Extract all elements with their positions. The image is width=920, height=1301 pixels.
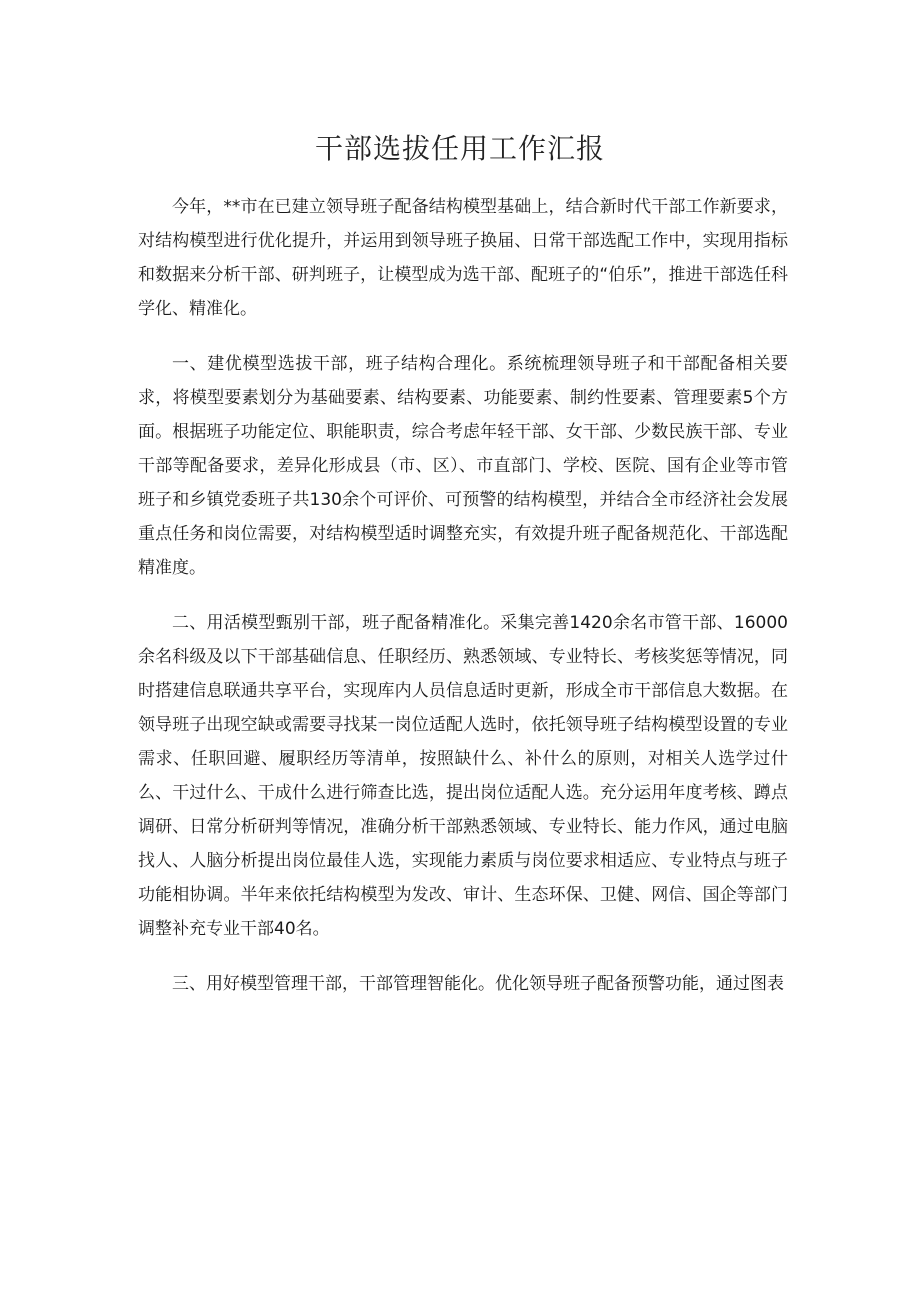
paragraph-section-2: 二、用活模型甄别干部，班子配备精准化。采集完善1420余名市管干部、16000余名科级及以下干部基础信息、任职经历、熟悉领域、专业特长、考核奖惩等情况，同时搭建信息联通共享平台，实现库内人员信息适时更新，形成全市干部信息大数据。在领导班子出现空缺或需要寻找某一岗位适配人选时，依托领导班子结构模型设置的专业需求、任职回避、履职经历等清单，按照缺什么、补什么的原则，对相关人选学过什么、干过什么、干成什么进行筛查比选，提出岗位适配人选。充分运用年度考核、蹲点调研、日常分析研判等情况，准确分析干部熟悉领域、专业特长、能力作风，通过电脑找人、人脑分析提出岗位最佳人选，实现能力素质与岗位要求相适应、专业特点与班子功能相协调。半年来依托结构模型为发改、审计、生态环保、卫健、网信、国企等部门调整补充专业干部40名。 (138, 613, 788, 939)
paragraph-intro: 今年，**市在已建立领导班子配备结构模型基础上，结合新时代干部工作新要求，对结构模型进行优化提升，并运用到领导班子换届、日常干部选配工作中，实现用指标和数据来分析干部、研判班子，让模型成为选干部、配班子的“伯乐”，推进干部选任科学化、精准化。 (138, 197, 788, 319)
document-title: 干部选拔任用工作汇报 (314, 132, 605, 165)
document-body (138, 190, 788, 1022)
paragraph-section-1: 一、建优模型选拔干部，班子结构合理化。系统梳理领导班子和干部配备相关要求，将模型要素划分为基础要素、结构要素、功能要素、制约性要素、管理要素5个方面。根据班子功能定位、职能职责，综合考虑年轻干部、女干部、少数民族干部、专业干部等配备要求，差异化形成县（市、区）、市直部门、学校、医院、国有企业等市管班子和乡镇党委班子共130余个可评价、可预警的结构模型，并结合全市经济社会发展重点任务和岗位需要，对结构模型适时调整充实，有效提升班子配备规范化、干部选配精准度。 (138, 354, 788, 578)
paragraph-section-3: 三、用好模型管理干部，干部管理智能化。优化领导班子配备预警功能，通过图表 (172, 974, 784, 994)
